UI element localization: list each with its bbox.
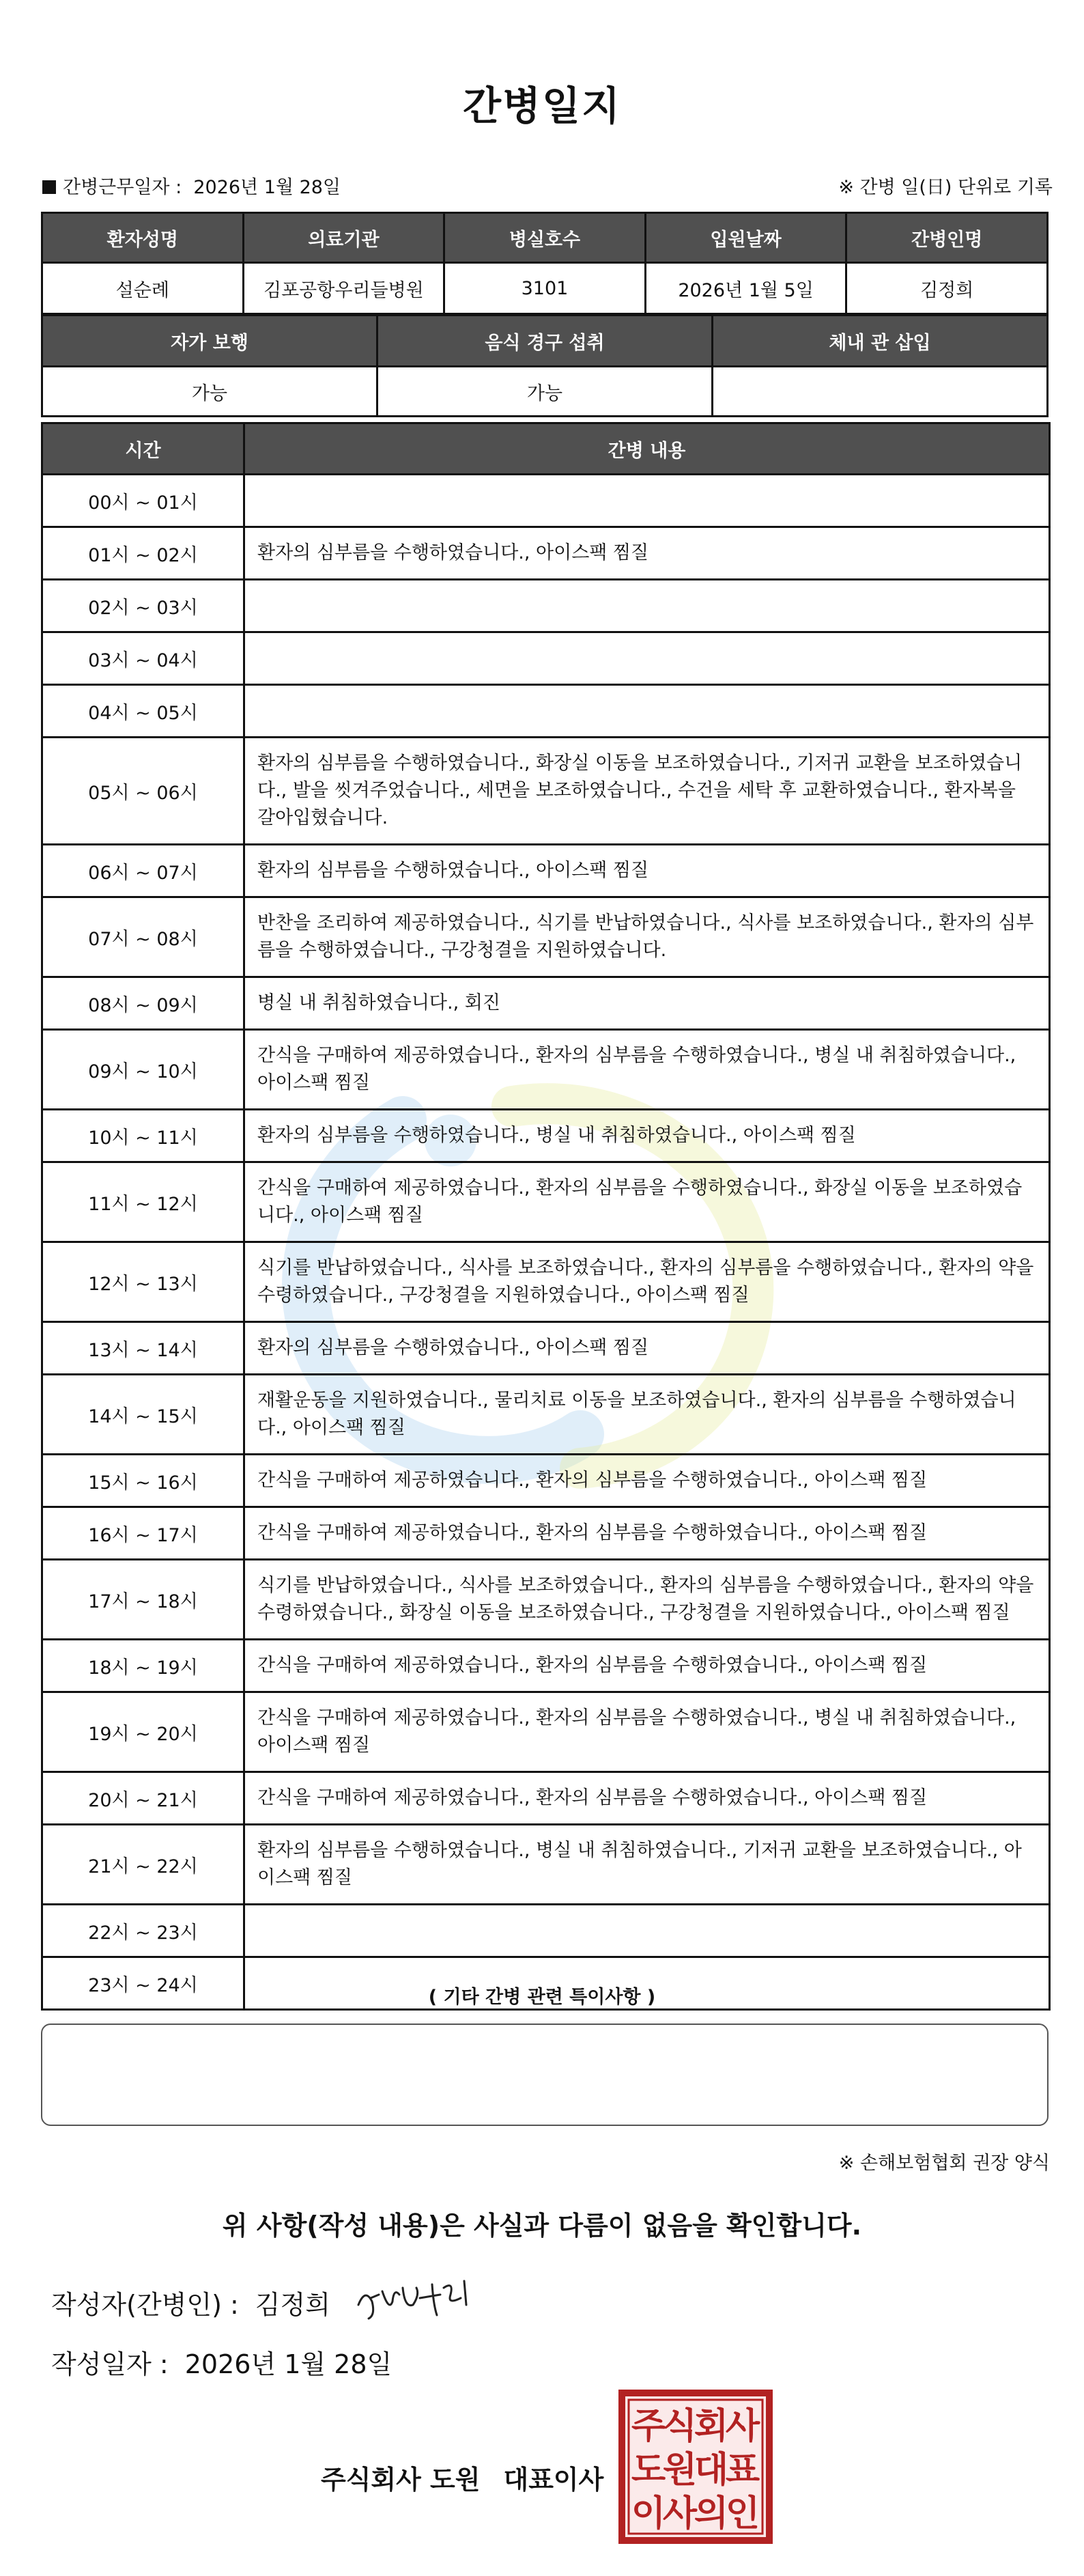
- table-row: [42, 845, 1050, 897]
- value-oral-intake: 가능: [377, 367, 713, 417]
- content-cell: 간식을 구매하여 제공하였습니다., 환자의 심부름을 수행하였습니다., 병실 내 취침하였습니다., 아이스팩 찜질: [244, 1692, 1050, 1772]
- table-row: [42, 738, 1050, 845]
- time-cell: 18시 ~ 19시: [42, 1640, 244, 1692]
- special-notes-box: [41, 2024, 1049, 2126]
- time-cell: 17시 ~ 18시: [42, 1560, 244, 1640]
- content-cell: 간식을 구매하여 제공하였습니다., 환자의 심부름을 수행하였습니다., 아이스팩 찜질: [244, 1507, 1050, 1560]
- time-cell: 02시 ~ 03시: [42, 580, 244, 632]
- content-cell: 환자의 심부름을 수행하였습니다., 아이스팩 찜질: [244, 1322, 1050, 1375]
- content-cell: 반찬을 조리하여 제공하였습니다., 식기를 반납하였습니다., 식사를 보조하였습니다., 환자의 심부름을 수행하였습니다., 구강청결을 지원하였습니다.: [244, 897, 1050, 977]
- table-row: [42, 1825, 1050, 1905]
- table-row: [42, 1455, 1050, 1507]
- content-cell: 병실 내 취침하였습니다., 회진: [244, 977, 1050, 1030]
- table-row: [42, 1030, 1050, 1110]
- table-row: [42, 527, 1050, 580]
- content-cell: 환자의 심부름을 수행하였습니다., 아이스팩 찜질: [244, 527, 1050, 580]
- square-bullet-icon: [42, 180, 56, 194]
- svg-text:원: 원: [662, 2450, 698, 2491]
- care-log-header-row: [42, 423, 1050, 475]
- content-cell: [244, 475, 1050, 527]
- work-date-label: 간병근무일자 :: [63, 177, 182, 198]
- patient-ability-table: [41, 314, 1049, 417]
- svg-text:회: 회: [694, 2406, 729, 2447]
- time-cell: 05시 ~ 06시: [42, 738, 244, 845]
- table-row: [42, 1692, 1050, 1772]
- content-cell: 환자의 심부름을 수행하였습니다., 병실 내 취침하였습니다., 아이스팩 찜질: [244, 1110, 1050, 1162]
- content-cell: [244, 1905, 1050, 1957]
- table-row: [42, 685, 1050, 738]
- confirmation-statement: 위 사항(작성 내용)은 사실과 다름이 없음을 확인합니다.: [222, 2211, 862, 2241]
- value-patient-name: 설순례: [42, 263, 244, 314]
- patient-value-row: [42, 263, 1048, 314]
- value-walking: 가능: [42, 367, 377, 417]
- time-cell: 21시 ~ 22시: [42, 1825, 244, 1905]
- special-notes-title: ( 기타 간병 관련 특이사항 ): [428, 1987, 656, 2008]
- time-cell: 23시 ~ 24시: [42, 1957, 244, 2010]
- content-cell: [244, 685, 1050, 738]
- company-name: 주식회사 도원: [321, 2465, 481, 2495]
- time-cell: 10시 ~ 11시: [42, 1110, 244, 1162]
- table-row: [42, 1507, 1050, 1560]
- content-cell: 재활운동을 지원하였습니다., 물리치료 이동을 보조하였습니다., 환자의 심부름을 수행하였습니다., 아이스팩 찜질: [244, 1375, 1050, 1455]
- writer-label: 작성자(간병인) :: [51, 2290, 239, 2320]
- table-row: [42, 1640, 1050, 1692]
- time-cell: 20시 ~ 21시: [42, 1772, 244, 1825]
- time-cell: 15시 ~ 16시: [42, 1455, 244, 1507]
- writer-line: [51, 2284, 330, 2321]
- unit-note: ※ 간병 일(日) 단위로 기록: [838, 177, 1053, 198]
- header-tube: 체내 관 삽입: [713, 316, 1048, 367]
- time-cell: 00시 ~ 01시: [42, 475, 244, 527]
- content-cell: [244, 580, 1050, 632]
- content-cell: 간식을 구매하여 제공하였습니다., 환자의 심부름을 수행하였습니다., 아이스팩 찜질: [244, 1772, 1050, 1825]
- time-cell: 12시 ~ 13시: [42, 1242, 244, 1322]
- svg-text:주: 주: [631, 2406, 666, 2447]
- written-date-line: [51, 2343, 392, 2381]
- company-representative: 대표이사: [503, 2465, 604, 2495]
- time-cell: 13시 ~ 14시: [42, 1322, 244, 1375]
- value-admission-date: 2026년 1월 5일: [645, 263, 846, 314]
- time-cell: 03시 ~ 04시: [42, 632, 244, 685]
- page-title: 간병일지: [462, 83, 622, 129]
- content-cell: 환자의 심부름을 수행하였습니다., 아이스팩 찜질: [244, 845, 1050, 897]
- time-cell: 19시 ~ 20시: [42, 1692, 244, 1772]
- svg-text:이: 이: [631, 2493, 666, 2534]
- header-care-content: 간병 내용: [244, 423, 1050, 475]
- header-patient-name: 환자성명: [42, 213, 244, 263]
- time-cell: 14시 ~ 15시: [42, 1375, 244, 1455]
- content-cell: [244, 632, 1050, 685]
- company-seal-icon: [618, 2389, 773, 2545]
- value-caregiver: 김정희: [846, 263, 1048, 314]
- svg-text:표: 표: [725, 2450, 760, 2491]
- writer-name: 김정희: [255, 2290, 330, 2320]
- header-caregiver: 간병인명: [846, 213, 1048, 263]
- svg-text:사: 사: [662, 2493, 698, 2534]
- time-cell: 11시 ~ 12시: [42, 1162, 244, 1242]
- table-row: [42, 475, 1050, 527]
- table-row: [42, 1375, 1050, 1455]
- company-line: [321, 2459, 603, 2496]
- svg-text:도: 도: [631, 2450, 666, 2491]
- table-row: [42, 1772, 1050, 1825]
- content-cell: 간식을 구매하여 제공하였습니다., 환자의 심부름을 수행하였습니다., 병실 내 취침하였습니다., 아이스팩 찜질: [244, 1030, 1050, 1110]
- value-room: 3101: [444, 263, 646, 314]
- time-cell: 08시 ~ 09시: [42, 977, 244, 1030]
- handwritten-signature: [352, 2267, 488, 2329]
- content-cell: 간식을 구매하여 제공하였습니다., 환자의 심부름을 수행하였습니다., 아이스팩 찜질: [244, 1455, 1050, 1507]
- table-row: [42, 1322, 1050, 1375]
- svg-text:의: 의: [694, 2493, 729, 2534]
- table-row: [42, 1905, 1050, 1957]
- patient-header-row: [42, 213, 1048, 263]
- table-row: [42, 977, 1050, 1030]
- content-cell: 환자의 심부름을 수행하였습니다., 병실 내 취침하였습니다., 기저귀 교환을 보조하였습니다., 아이스팩 찜질: [244, 1825, 1050, 1905]
- ability-header-row: [42, 316, 1048, 367]
- table-row: [42, 897, 1050, 977]
- ability-value-row: [42, 367, 1048, 417]
- written-date-value: 2026년 1월 28일: [184, 2349, 393, 2379]
- time-cell: 09시 ~ 10시: [42, 1030, 244, 1110]
- recommend-note: ※ 손해보험협회 권장 양식: [838, 2153, 1050, 2174]
- header-hospital: 의료기관: [243, 213, 444, 263]
- care-log-table: [41, 422, 1051, 2011]
- svg-text:식: 식: [662, 2406, 698, 2447]
- time-cell: 16시 ~ 17시: [42, 1507, 244, 1560]
- value-tube: [713, 367, 1048, 417]
- header-admission-date: 입원날짜: [645, 213, 846, 263]
- time-cell: 22시 ~ 23시: [42, 1905, 244, 1957]
- content-cell: 간식을 구매하여 제공하였습니다., 환자의 심부름을 수행하였습니다., 아이스팩 찜질: [244, 1640, 1050, 1692]
- time-cell: 04시 ~ 05시: [42, 685, 244, 738]
- work-date: [42, 172, 341, 199]
- svg-text:인: 인: [725, 2493, 760, 2534]
- header-time: 시간: [42, 423, 244, 475]
- header-room: 병실호수: [444, 213, 646, 263]
- patient-info-table: [41, 212, 1049, 315]
- table-row: [42, 580, 1050, 632]
- value-hospital: 김포공항우리들병원: [243, 263, 444, 314]
- written-date-label: 작성일자 :: [51, 2349, 169, 2379]
- svg-text:사: 사: [725, 2406, 760, 2447]
- table-row: [42, 1242, 1050, 1322]
- content-cell: 식기를 반납하였습니다., 식사를 보조하였습니다., 환자의 심부름을 수행하였습니다., 환자의 약을 수령하였습니다., 구강청결을 지원하였습니다., 아이스팩 찜질: [244, 1242, 1050, 1322]
- time-cell: 07시 ~ 08시: [42, 897, 244, 977]
- header-oral-intake: 음식 경구 섭취: [377, 316, 713, 367]
- meta-row: [42, 172, 1053, 199]
- content-cell: 간식을 구매하여 제공하였습니다., 환자의 심부름을 수행하였습니다., 화장실 이동을 보조하였습니다., 아이스팩 찜질: [244, 1162, 1050, 1242]
- content-cell: 식기를 반납하였습니다., 식사를 보조하였습니다., 환자의 심부름을 수행하였습니다., 환자의 약을 수령하였습니다., 화장실 이동을 보조하였습니다., 구강청결을 지원하였습니다., 아이스팩 찜질: [244, 1560, 1050, 1640]
- table-row: [42, 1162, 1050, 1242]
- time-cell: 06시 ~ 07시: [42, 845, 244, 897]
- table-row: [42, 1560, 1050, 1640]
- header-walking: 자가 보행: [42, 316, 377, 367]
- work-date-value: 2026년 1월 28일: [193, 177, 341, 198]
- content-cell: 환자의 심부름을 수행하였습니다., 화장실 이동을 보조하였습니다., 기저귀 교환을 보조하였습니다., 발을 씻겨주었습니다., 세면을 보조하였습니다., 수건을 세탁 후 교환하였습니다., 환자복을 갈아입혔습니다.: [244, 738, 1050, 845]
- table-row: [42, 632, 1050, 685]
- svg-text:대: 대: [694, 2450, 729, 2491]
- table-row: [42, 1110, 1050, 1162]
- time-cell: 01시 ~ 02시: [42, 527, 244, 580]
